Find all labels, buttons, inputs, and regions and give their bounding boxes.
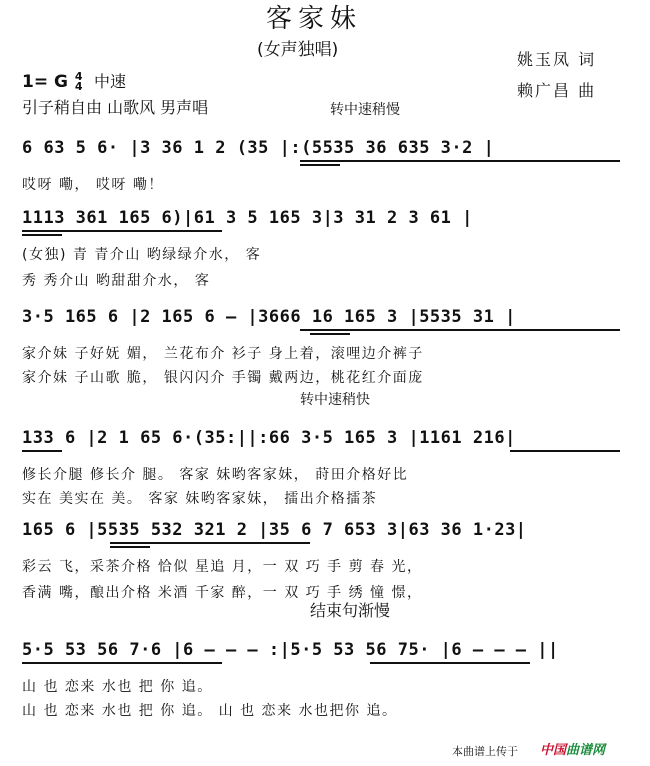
tempo-change-1: 转中速稍慢 [330,102,400,118]
beam-underline [22,230,222,232]
lyric-line: 彩云 飞，采茶介格 恰似 星追 月，一 双 巧 手 剪 春 光， [22,559,423,575]
beam-underline [510,450,620,452]
beam-underline [370,662,530,664]
lyric-line: 山 也 恋来 水也 把 你 追。 [22,679,213,695]
key-text: 1= G [22,72,68,92]
site-logo-part-a: 中国 [540,743,567,758]
notation-line: 5·5 53 56 7·6 |6 – – – :|5·5 53 56 75· |6 – – – || [22,640,559,660]
lyric-line: 实在 美实在 美。 客家 妹哟客家妹， 擂出介格擂茶 [22,491,378,507]
tempo-change-2: 转中速稍快 [300,392,370,408]
lyricist-credit: 姚玉凤 词 [517,50,597,69]
beam-underline [110,542,310,544]
intro-note: 引子稍自由 山歌风 男声唱 [22,98,209,117]
lyric-line: 香满 嘴，酿出介格 米酒 千家 醉，一 双 巧 手 绣 憧 憬， [22,585,423,601]
song-subtitle: (女声独唱) [257,40,339,60]
notation-line: 1113 361 165 6)|61 3 5 165 3|3 31 2 3 61 | [22,208,473,228]
beam-underline [22,662,222,664]
beam-underline [300,160,620,162]
notation-line: 3·5 165 6 |2 165 6 – |3666 16 165 3 |5535 31 | [22,307,516,327]
time-signature [75,72,83,92]
lyric-line: 秀 秀介山 哟甜甜介水， 客 [22,273,211,289]
lyric-line: (女独) 青 青介山 哟绿绿介水， 客 [22,247,262,263]
lyric-line: 家介妹 子好妩 媚， 兰花布介 衫子 身上着，滚哩边介裤子 [22,346,424,362]
beam-underline [300,329,620,331]
upload-note: 本曲谱上传于 [452,745,518,758]
notation-line: 165 6 |5535 532 321 2 |35 6 7 653 3|63 36 1·23| [22,520,527,540]
site-logo-part-b: 曲谱网 [566,743,606,758]
time-numerator: 4 [74,70,83,83]
beam-underline [22,234,62,236]
time-denominator: 4 [74,80,83,93]
notation-line: 133 6 |2 1 65 6·(35:||:66 3·5 165 3 |1161 216| [22,428,516,448]
key-signature [22,72,83,92]
ending-note: 结束句渐慢 [310,601,391,620]
notation-line: 6 63 5 6· |3 36 1 2 (35 |:(5535 36 635 3·2 | [22,138,495,158]
beam-underline [110,546,150,548]
beam-underline [310,333,350,335]
lyric-line: 山 也 恋来 水也 把 你 追。 山 也 恋来 水也把你 追。 [22,703,398,719]
beam-underline [22,450,62,452]
tempo-marking: 中速 [94,72,127,91]
lyric-line: 哎呀 嘞， 哎呀 嘞！ [22,177,164,193]
site-logo [540,744,605,757]
song-title: 客家妹 [266,4,363,34]
beam-underline [300,164,340,166]
lyric-line: 修长介腿 修长介 腿。 客家 妹哟客家妹， 莳田介格好比 [22,467,409,483]
composer-credit: 赖广昌 曲 [517,81,597,100]
lyric-line: 家介妹 子山歌 脆， 银闪闪介 手镯 戴两边，桃花红介面庞 [22,370,424,386]
